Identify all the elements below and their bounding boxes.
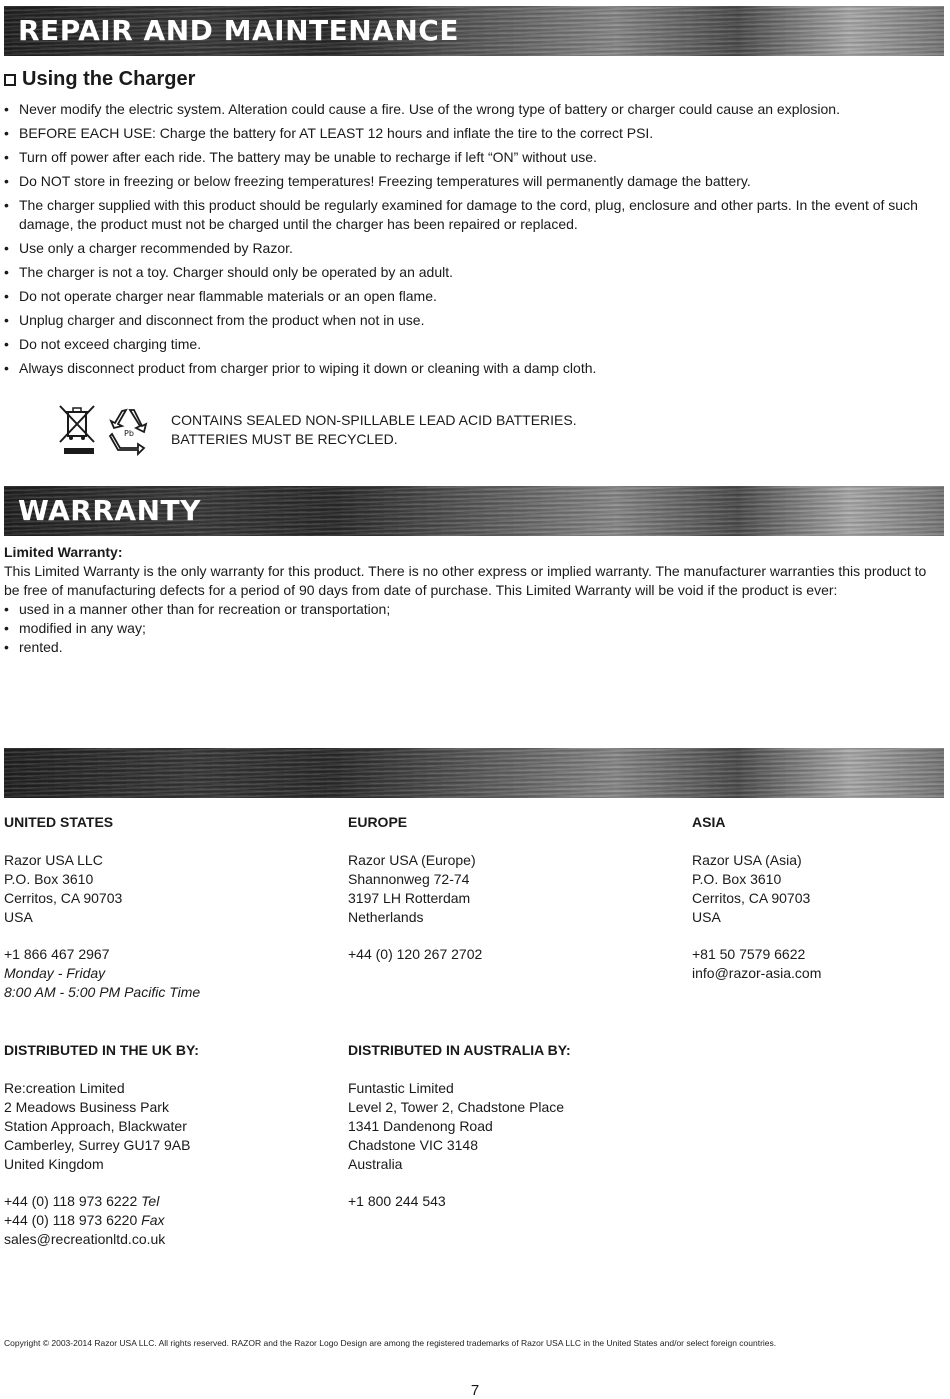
page-number: 7 bbox=[470, 1382, 480, 1399]
list-item: • Do not operate charger near flammable materials or an open flame. bbox=[4, 287, 939, 306]
list-item: • The charger supplied with this product should be regularly examined for damage to the cord, plug, enclosure and other parts. In the event of such damage, the product must not be charged until the charger has been repaired or replaced. bbox=[4, 196, 939, 234]
address-line: Cerritos, CA 90703 bbox=[692, 890, 811, 906]
checkbox-icon bbox=[4, 74, 16, 86]
list-item: • used in a manner other than for recreation or transportation; bbox=[4, 600, 940, 619]
list-item: • Unplug charger and disconnect from the product when not in use. bbox=[4, 311, 939, 330]
fax-number: +44 (0) 118 973 6220 bbox=[4, 1212, 138, 1228]
section-heading-text: Using the Charger bbox=[22, 68, 196, 90]
address-line: 3197 LH Rotterdam bbox=[348, 890, 471, 906]
recycle-icon bbox=[110, 410, 146, 454]
address-line: P.O. Box 3610 bbox=[4, 871, 94, 887]
email-address: info@razor-asia.com bbox=[692, 965, 822, 981]
address-line: Station Approach, Blackwater bbox=[4, 1118, 187, 1134]
email-address: sales@recreationltd.co.uk bbox=[4, 1231, 166, 1247]
address-line: Razor USA LLC bbox=[4, 852, 103, 868]
address-line: Camberley, Surrey GU17 9AB bbox=[4, 1137, 191, 1153]
battery-notice-line: CONTAINS SEALED NON-SPILLABLE LEAD ACID BATTERIES. bbox=[171, 412, 577, 428]
charger-bullet-list bbox=[4, 100, 939, 383]
contact-heading: ASIA bbox=[692, 814, 726, 830]
tel-number: +44 (0) 118 973 6222 bbox=[4, 1193, 138, 1209]
address-line: Razor USA (Europe) bbox=[348, 852, 476, 868]
fax-label: Fax bbox=[141, 1212, 165, 1228]
contact-uk-distributor bbox=[4, 1041, 324, 1249]
recycle-symbol-text: Pb bbox=[124, 429, 134, 438]
list-item: • Do NOT store in freezing or below freezing temperatures! Freezing temperatures will permanently damage the battery. bbox=[4, 172, 939, 191]
list-item: • Always disconnect product from charger prior to wiping it down or cleaning with a damp cloth. bbox=[4, 359, 939, 378]
address-line: Chadstone VIC 3148 bbox=[348, 1137, 478, 1153]
contact-australia-distributor bbox=[348, 1041, 668, 1211]
tel-label: Tel bbox=[141, 1193, 160, 1209]
warranty-section bbox=[4, 543, 940, 657]
contact-heading: EUROPE bbox=[348, 814, 408, 830]
battery-notice-line: BATTERIES MUST BE RECYCLED. bbox=[171, 431, 398, 447]
hours-time: 8:00 AM - 5:00 PM Pacific Time bbox=[4, 984, 201, 1000]
contact-asia bbox=[692, 813, 942, 983]
warranty-label: Limited Warranty: bbox=[4, 544, 123, 560]
list-item: • Turn off power after each ride. The battery may be unable to recharge if left “ON” without use. bbox=[4, 148, 939, 167]
list-item: • Never modify the electric system. Alteration could cause a fire. Use of the wrong type of battery or charger could cause an explosion. bbox=[4, 100, 939, 119]
phone-number: +44 (0) 120 267 2702 bbox=[348, 946, 483, 962]
address-line: 2 Meadows Business Park bbox=[4, 1099, 169, 1115]
phone-number: +81 50 7579 6622 bbox=[692, 946, 806, 962]
address-line: Re:creation Limited bbox=[4, 1080, 125, 1096]
address-line: USA bbox=[4, 909, 33, 925]
list-item: • rented. bbox=[4, 638, 940, 657]
battery-notice bbox=[171, 411, 577, 449]
banner-title: WARRANTY bbox=[18, 494, 201, 527]
address-line: USA bbox=[692, 909, 721, 925]
list-item: • Use only a charger recommended by Razor. bbox=[4, 239, 939, 258]
address-line: Cerritos, CA 90703 bbox=[4, 890, 123, 906]
list-item: • modified in any way; bbox=[4, 619, 940, 638]
repair-maintenance-banner bbox=[4, 6, 944, 56]
warranty-banner bbox=[4, 486, 944, 536]
contact-heading: DISTRIBUTED IN THE UK BY: bbox=[4, 1042, 199, 1058]
contacts-banner bbox=[4, 748, 944, 798]
contact-heading: DISTRIBUTED IN AUSTRALIA BY: bbox=[348, 1042, 571, 1058]
banner-title: REPAIR AND MAINTENANCE bbox=[18, 14, 459, 47]
recycling-symbols bbox=[58, 402, 150, 458]
warranty-bullet-list bbox=[4, 600, 940, 657]
warranty-text: This Limited Warranty is the only warranty for this product. There is no other express or implied warranty. The manufacturer warranties this product to be free of manufacturing defects for a period of 90 days from date of purchase. This Limited Warranty will be void if the product is ever: bbox=[4, 563, 927, 598]
address-line: Netherlands bbox=[348, 909, 424, 925]
phone-number: +1 866 467 2967 bbox=[4, 946, 110, 962]
contact-europe bbox=[348, 813, 668, 964]
phone-number: +1 800 244 543 bbox=[348, 1193, 446, 1209]
contact-united-states bbox=[4, 813, 324, 1002]
using-charger-heading bbox=[4, 68, 195, 91]
list-item: • Do not exceed charging time. bbox=[4, 335, 939, 354]
list-item: • The charger is not a toy. Charger should only be operated by an adult. bbox=[4, 263, 939, 282]
copyright-notice: Copyright © 2003-2014 Razor USA LLC. All rights reserved. RAZOR and the Razor Logo Design are among the registered trademarks of Razor USA LLC in the United States and/or select foreign countries. bbox=[4, 1338, 777, 1348]
address-line: Razor USA (Asia) bbox=[692, 852, 802, 868]
address-line: United Kingdom bbox=[4, 1156, 104, 1172]
address-line: Australia bbox=[348, 1156, 403, 1172]
hours-days: Monday - Friday bbox=[4, 965, 106, 981]
address-line: Shannonweg 72-74 bbox=[348, 871, 470, 887]
address-line: Funtastic Limited bbox=[348, 1080, 454, 1096]
crossed-bin-icon bbox=[60, 406, 94, 454]
contact-heading: UNITED STATES bbox=[4, 814, 114, 830]
address-line: 1341 Dandenong Road bbox=[348, 1118, 493, 1134]
address-line: Level 2, Tower 2, Chadstone Place bbox=[348, 1099, 565, 1115]
address-line: P.O. Box 3610 bbox=[692, 871, 782, 887]
list-item: • BEFORE EACH USE: Charge the battery for AT LEAST 12 hours and inflate the tire to the correct PSI. bbox=[4, 124, 939, 143]
